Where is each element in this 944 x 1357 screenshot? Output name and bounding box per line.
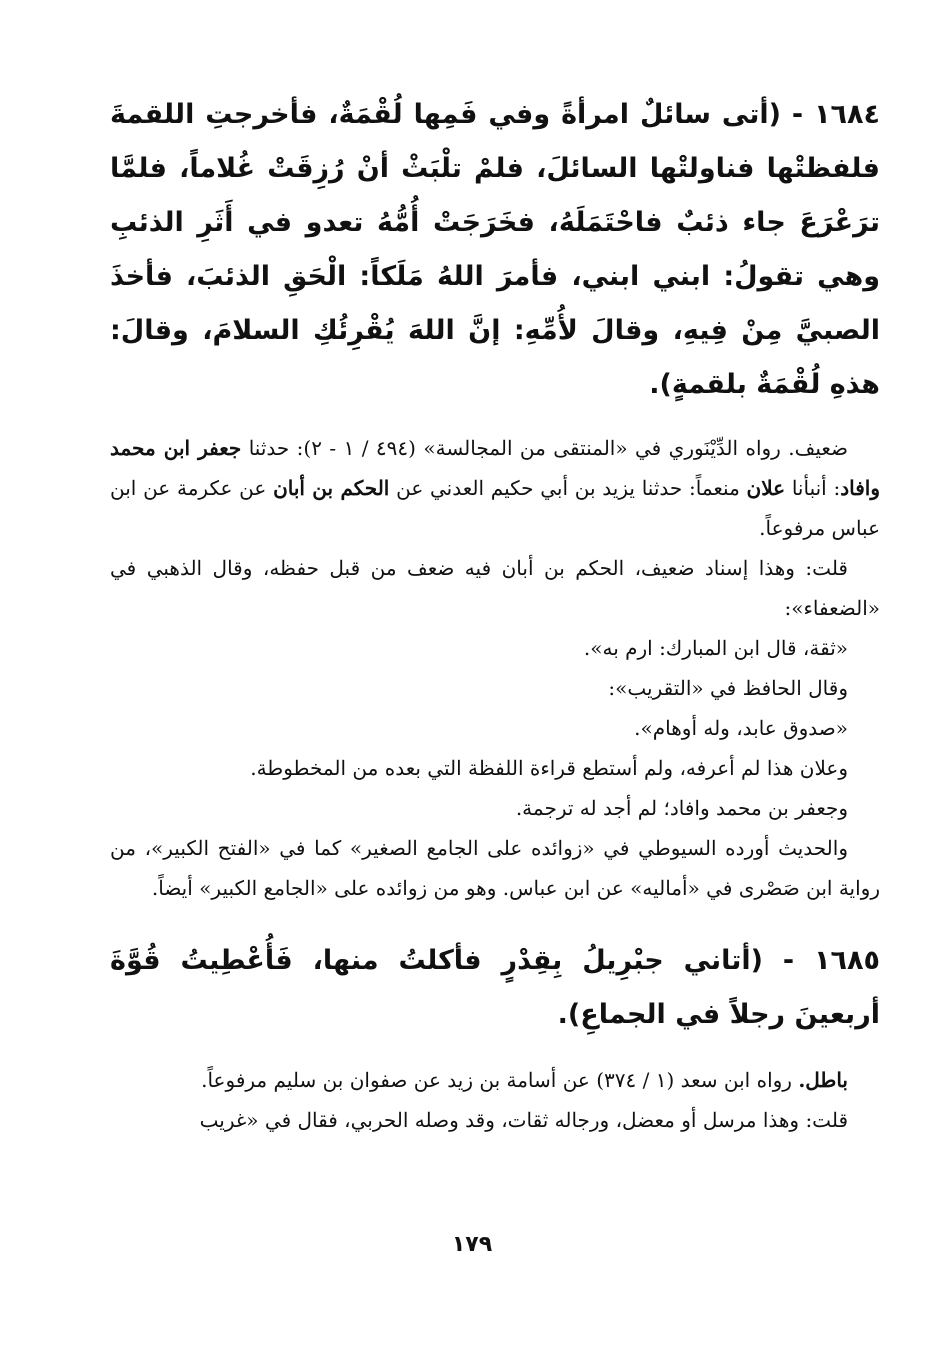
takhrij-1685 bbox=[110, 1060, 880, 1100]
takhrij-source-1684: رواه الدِّيْنَوري في «المنتقى من المجالسة» (٤٩٤ / ١ - ٢): حدثنا bbox=[241, 436, 789, 460]
note-suyuti: والحديث أورده السيوطي في «زوائده على الجامع الصغير» كما في «الفتح الكبير»، من رواية ابن صَصْرى في «أماليه» عن ابن عباس. وهو من زوائده على «الجامع الكبير» أيضاً. bbox=[110, 836, 880, 900]
chain-rest: منعماً: حدثنا يزيد بن أبي حكيم العدني عن bbox=[389, 476, 747, 500]
note-mursal: قلت: وهذا مرسل أو معضل، ورجاله ثقات، وقد وصله الحربي، فقال في «غريب bbox=[199, 1108, 848, 1132]
hadith-1685-text: ١٦٨٥ - (أتاني جبْرِيلُ بِقِدْرٍ فأكلتُ منها، فَأُعْطِيتُ قُوَّةَ أربعينَ رجلاً في الجماعِ). bbox=[110, 945, 880, 1030]
note-isnad-weak: قلت: وهذا إسناد ضعيف، الحكم بن أبان فيه ضعف من قبل حفظه، وقال الذهبي في «الضعفاء»: bbox=[110, 556, 880, 620]
page-body bbox=[110, 88, 880, 1140]
narrator-jafar: جعفر ابن محمد وافاد bbox=[110, 436, 880, 500]
page-number: ١٧٩ bbox=[451, 1232, 493, 1257]
quote-dhahabi: «ثقة، قال ابن المبارك: ارم به». bbox=[583, 636, 848, 660]
chain-mid: : أنبأنا bbox=[785, 476, 841, 500]
note-jafar: وجعفر بن محمد وافاد؛ لم أجد له ترجمة. bbox=[515, 796, 848, 820]
narrator-hakam: الحكم بن أبان bbox=[273, 476, 390, 500]
quote-taqrib: «صدوق عابد، وله أوهام». bbox=[634, 716, 848, 740]
hadith-1684-text: ١٦٨٤ - (أتى سائلٌ امرأةً وفي فَمِها لُقْمَةٌ، فأخرجتِ اللقمةَ فلفظتْها فناولتْها السائلَ، فلمْ تلْبَثْ أنْ رُزِقَتْ غُلاماً، فلمَّا ترَعْرَعَ جاء ذئبٌ فاحْتَمَلَهُ، فخَرَجَتْ أُمُّهُ تعدو في أَثَرِ الذئبِ وهي تقولُ: ابني ابني، فأمرَ اللهُ مَلَكاً: الْحَقِ الذئبَ، فأخذَ الصبيَّ مِنْ فِيهِ، وقالَ لأُمِّهِ: إنَّ اللهَ يُقْرِئُكِ السلامَ، وقالَ: هذهِ لُقْمَةٌ بلقمةٍ). bbox=[110, 99, 880, 400]
takhrij-1684 bbox=[110, 428, 880, 548]
takhrij-source-1685: رواه ابن سعد (١ / ٣٧٤) عن أسامة بن زيد عن صفوان بن سليم مرفوعاً. bbox=[201, 1068, 799, 1092]
grade-label-1685: باطل. bbox=[798, 1068, 848, 1092]
note-allan: وعلان هذا لم أعرفه، ولم أستطع قراءة اللفظة التي بعده من المخطوطة. bbox=[250, 756, 848, 780]
grade-label-1684: ضعيف. bbox=[788, 436, 849, 460]
narrator-allan: علان bbox=[746, 476, 786, 500]
note-hafiz-taqrib: وقال الحافظ في «التقريب»: bbox=[608, 676, 848, 700]
chain-end: عن عكرمة عن ابن عباس مرفوعاً. bbox=[110, 476, 880, 540]
